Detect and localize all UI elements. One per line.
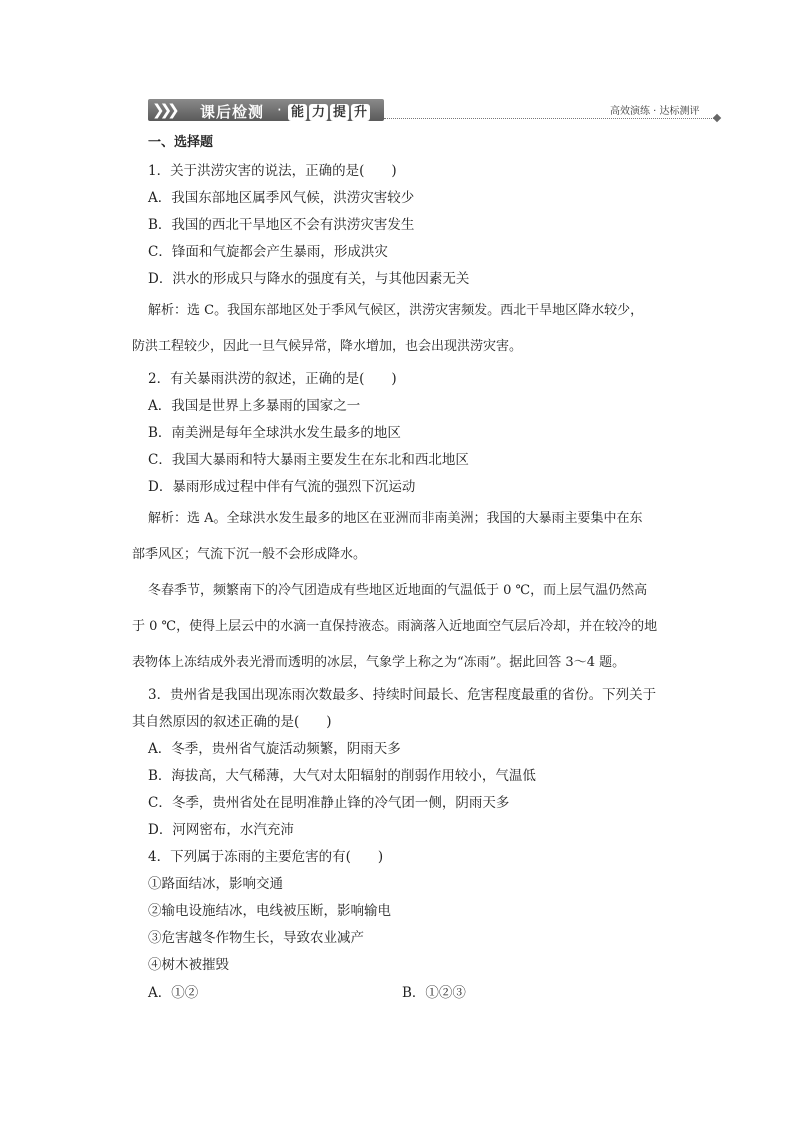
- option-b: B．我国的西北干旱地区不会有洪涝灾害发生: [148, 217, 415, 233]
- list-item: ②输电设施结冰，电线被压断，影响输电: [148, 903, 391, 919]
- section-header: [148, 98, 720, 124]
- header-pills: [288, 101, 372, 121]
- option-c: C．冬季，贵州省处在昆明准静止锋的冷气团一侧，阴雨天多: [148, 795, 510, 811]
- header-title: 课后检测: [200, 103, 265, 121]
- option-d: D．暴雨形成过程中伴有气流的强烈下沉运动: [148, 479, 416, 495]
- list-item: ④树木被摧毁: [148, 957, 229, 973]
- list-item: ①路面结冰，影响交通: [148, 876, 283, 892]
- explanation-cont: 部季风区；气流下沉一般不会形成降水。: [132, 547, 367, 562]
- passage-line: 冬春季节，频繁南下的冷气团造成有些地区近地面的气温低于 0 ℃，而上层气温仍然高: [148, 583, 648, 598]
- option-c: C．我国大暴雨和特大暴雨主要发生在东北和西北地区: [148, 452, 469, 468]
- list-item: ③危害越冬作物生长，导致农业减产: [148, 930, 364, 946]
- explanation: 解析：选 C。我国东部地区处于季风气候区，洪涝灾害频发。西北干旱地区降水较少，: [148, 303, 644, 318]
- header-dot: ·: [277, 101, 282, 119]
- question-stem: 1．关于洪涝灾害的说法，正确的是( ): [148, 163, 397, 179]
- header-pill: 升: [351, 104, 370, 121]
- header-pill: 能: [288, 104, 307, 121]
- header-pill: 提: [330, 104, 349, 121]
- header-divider: [384, 118, 716, 119]
- question-stem-cont: 其自然原因的叙述正确的是( ): [132, 714, 332, 730]
- option-b: B．南美洲是每年全球洪水发生最多的地区: [148, 425, 401, 441]
- question-stem: 3．贵州省是我国出现冻雨次数最多、持续时间最长、危害程度最重的省份。下列关于: [148, 687, 657, 703]
- option-a: A．我国东部地区属季风气候，洪涝灾害较少: [148, 190, 415, 206]
- header-banner: [148, 99, 384, 121]
- option-c: C．锋面和气旋都会产生暴雨，形成洪灾: [148, 244, 388, 260]
- option-a: A．冬季，贵州省气旋活动频繁，阴雨天多: [148, 741, 401, 757]
- diamond-icon: [713, 114, 721, 122]
- explanation-cont: 防洪工程较少，因此一旦气候异常，降水增加，也会出现洪涝灾害。: [132, 339, 523, 354]
- option-d: D．洪水的形成只与降水的强度有关，与其他因素无关: [148, 271, 470, 287]
- passage-line: 表物体上冻结成外表光滑而透明的冰层，气象学上称之为“冻雨”。据此回答 3～4 题。: [132, 655, 626, 670]
- option-d: D．河网密布，水汽充沛: [148, 822, 294, 838]
- question-stem: 4．下列属于冻雨的主要危害的有( ): [148, 849, 384, 865]
- choice-b: B．①②③: [402, 985, 466, 1001]
- explanation: 解析：选 A。全球洪水发生最多的地区在亚洲而非南美洲；我国的大暴雨主要集中在东: [148, 511, 643, 526]
- choice-a: A．①②: [148, 985, 199, 1001]
- question-stem: 2．有关暴雨洪涝的叙述，正确的是( ): [148, 371, 397, 387]
- chevron-right-icon: ❯❯❯: [152, 101, 175, 119]
- passage-line: 于 0 ℃，使得上层云中的水滴一直保持液态。雨滴落入近地面空气层后冷却，并在较冷的地: [132, 619, 658, 634]
- option-a: A．我国是世界上多暴雨的国家之一: [148, 398, 361, 414]
- header-pill: 力: [309, 104, 328, 121]
- section-title: 一、选择题: [148, 135, 214, 150]
- option-b: B．海拔高，大气稀薄，大气对太阳辐射的削弱作用较小，气温低: [148, 768, 536, 784]
- header-subtitle: 高效演练 · 达标测评: [610, 106, 700, 117]
